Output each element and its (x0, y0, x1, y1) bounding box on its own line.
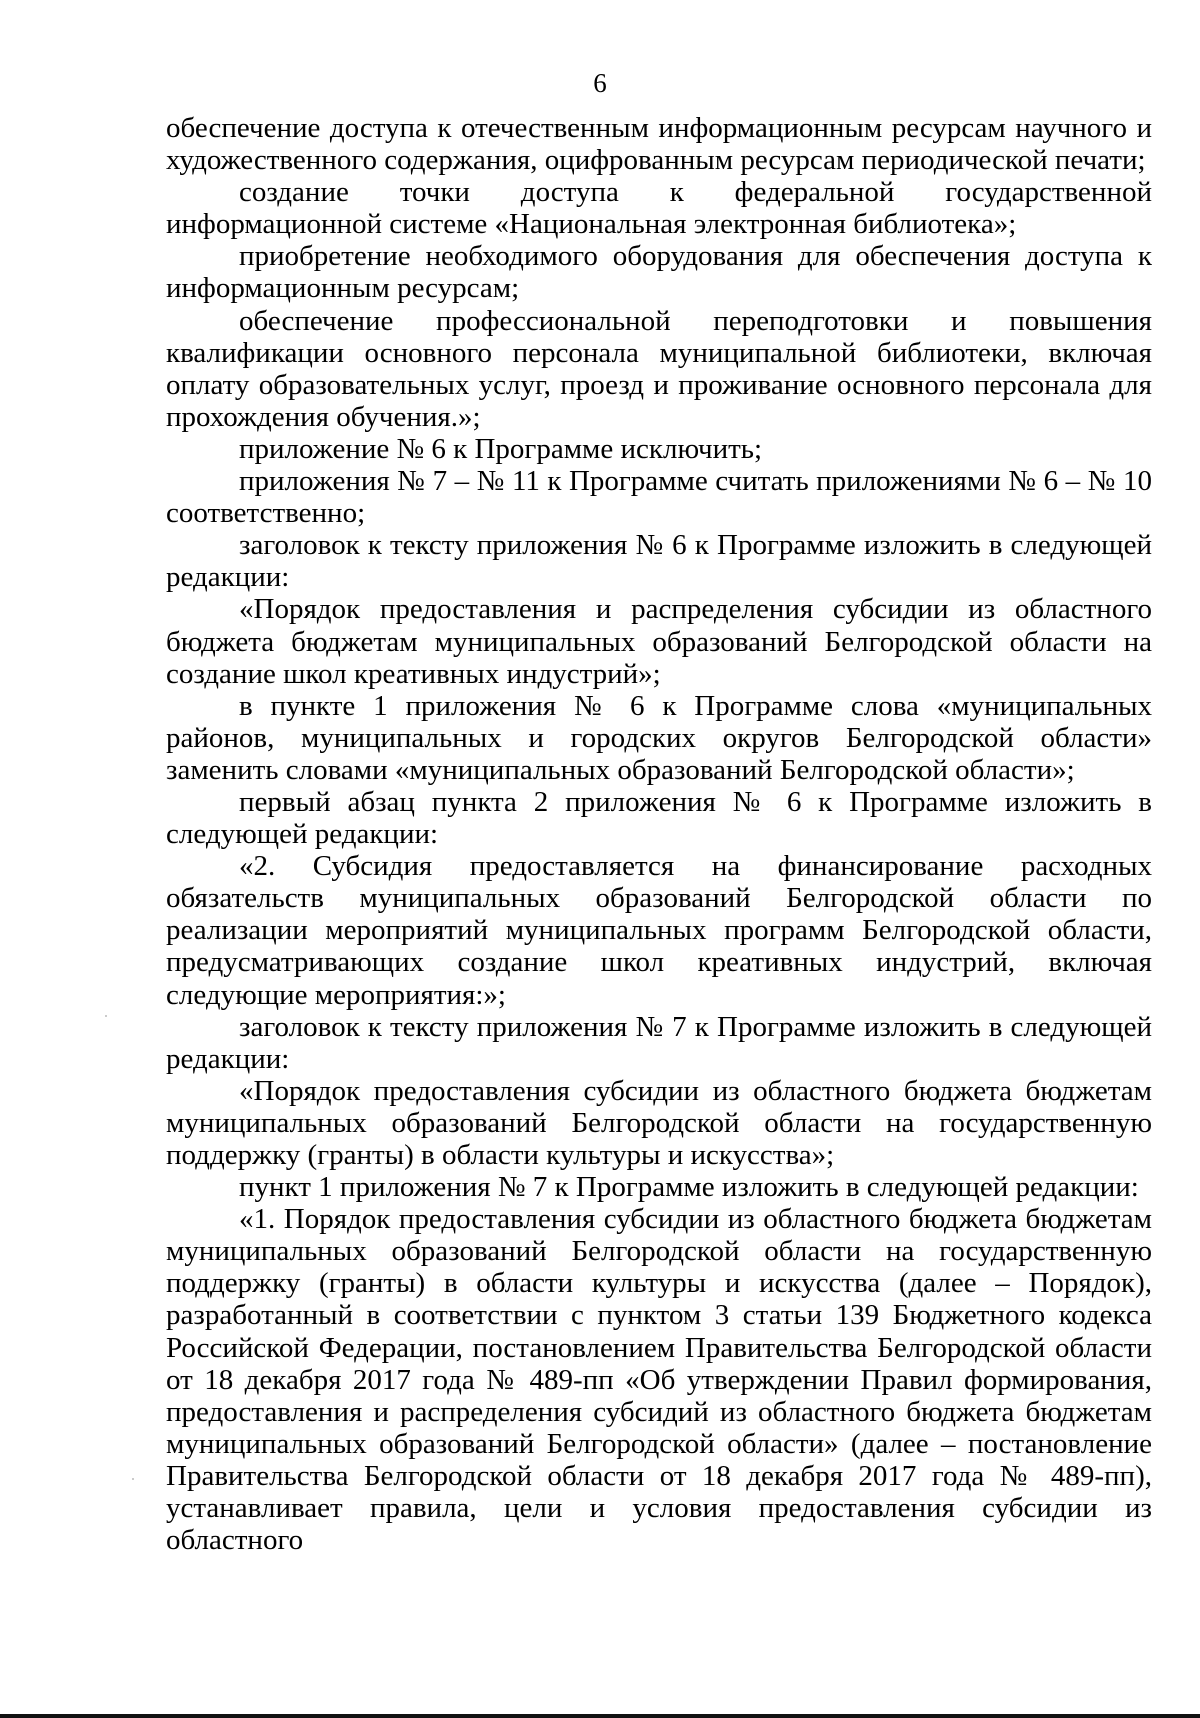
paragraph: в пункте 1 приложения № 6 к Программе слова «муниципальных районов, муниципальных и городских округов Белгородской области» заменить словами «муниципальных образований Белгородской области»; (166, 689, 1152, 786)
paragraph: «Порядок предоставления субсидии из областного бюджета бюджетам муниципальных образований Белгородской области на государственную поддержку (гранты) в области культуры и искусства»; (166, 1074, 1152, 1171)
paragraph: создание точки доступа к федеральной государственной информационной системе «Национальная электронная библиотека»; (166, 176, 1152, 241)
document-body (166, 112, 1152, 1556)
paragraph: обеспечение профессиональной переподготовки и повышения квалификации основного персонала муниципальной библиотеки, включая оплату образовательных услуг, проезд и проживание основного персонала для прохождения обучения.»; (166, 304, 1152, 433)
bottom-scan-edge (0, 1714, 1200, 1718)
paragraph: «Порядок предоставления и распределения субсидии из областного бюджета бюджетам муниципальных образований Белгородской области на создание школ креативных индустрий»; (166, 593, 1152, 690)
paragraph: обеспечение доступа к отечественным информационным ресурсам научного и художественного содержания, оцифрованным ресурсам периодической печати; (166, 112, 1152, 177)
scan-artifact (132, 1478, 134, 1480)
paragraph: приобретение необходимого оборудования для обеспечения доступа к информационным ресурсам; (166, 240, 1152, 305)
paragraph: «1. Порядок предоставления субсидии из областного бюджета бюджетам муниципальных образований Белгородской области на государственную поддержку (гранты) в области культуры и искусства (далее – Порядок), разработанный в соответствии с пунктом 3 статьи 139 Бюджетного кодекса Российской Федерации, постановлением Правительства Белгородской области от 18 декабря 2017 года № 489-пп «Об утверждении Правил формирования, предоставления и распределения субсидий из областного бюджета бюджетам муниципальных образований Белгородской области» (далее – постановление Правительства Белгородской области от 18 декабря 2017 года № 489-пп), устанавливает правила, цели и условия предоставления субсидии из областного (166, 1203, 1152, 1557)
paragraph: первый абзац пункта 2 приложения № 6 к Программе изложить в следующей редакции: (166, 785, 1152, 851)
page-number: 6 (593, 68, 607, 98)
scan-artifact (105, 1015, 107, 1017)
paragraph: заголовок к тексту приложения № 6 к Программе изложить в следующей редакции: (166, 529, 1152, 594)
paragraph: пункт 1 приложения № 7 к Программе изложить в следующей редакции: (239, 1171, 1139, 1204)
paragraph: «2. Субсидия предоставляется на финансирование расходных обязательств муниципальных образований Белгородской области по реализации мероприятий муниципальных программ Белгородской области, предусматривающих создание школ креативных индустрий, включая следующие мероприятия:»; (166, 850, 1152, 1011)
paragraph: приложения № 7 – № 11 к Программе считать приложениями № 6 – № 10 соответственно; (166, 465, 1152, 530)
paragraph: приложение № 6 к Программе исключить; (239, 432, 763, 465)
paragraph: заголовок к тексту приложения № 7 к Программе изложить в следующей редакции: (166, 1010, 1152, 1075)
